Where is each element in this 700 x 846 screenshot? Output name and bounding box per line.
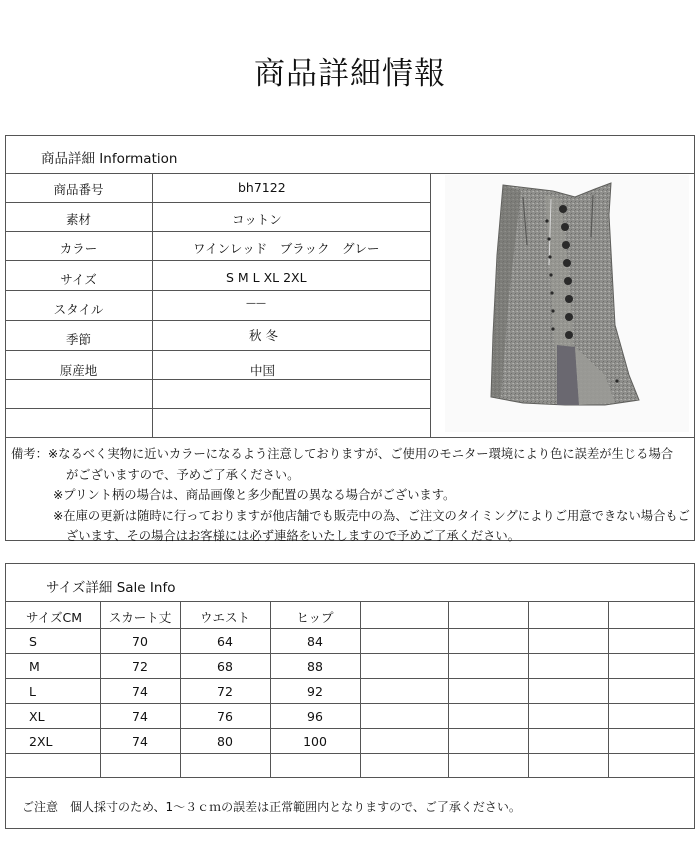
size-cell: 96: [307, 709, 323, 724]
info-value: 中国: [250, 363, 276, 378]
col-hip: ヒップ: [296, 610, 334, 625]
size-cell: 100: [303, 734, 327, 749]
size-note: ご注意 個人採寸のため、1～３ｃｍの誤差は正常範囲内となりますので、ご了承ください。: [22, 800, 521, 814]
size-cell: L: [29, 684, 36, 699]
size-cell: 74: [132, 734, 148, 749]
info-value: bh7122: [238, 180, 286, 195]
info-label: 素材: [65, 212, 91, 227]
size-cell: S: [29, 634, 37, 649]
info-label: 原産地: [59, 363, 98, 378]
size-cell: 76: [217, 709, 233, 724]
page-title: 商品詳細情報: [254, 56, 446, 92]
size-cell: 84: [307, 634, 323, 649]
size-cell: 88: [307, 659, 323, 674]
col-waist: ウエスト: [199, 610, 250, 625]
size-cell: M: [29, 659, 40, 674]
size-heading: サイズ詳細 Sale Info: [46, 580, 176, 596]
info-value: ワインレッド ブラック グレー: [193, 241, 380, 256]
col-length: スカート丈: [108, 610, 172, 625]
info-label: 商品番号: [53, 182, 104, 197]
info-value: コットン: [232, 212, 282, 227]
size-cell: 74: [132, 684, 148, 699]
note-line: ※在庫の更新は随時に行っておりますが他店舗でも販売中の為、ご注文のタイミングによりご用意できない場合もご: [53, 508, 690, 523]
size-cell: 80: [217, 734, 233, 749]
info-label: スタイル: [53, 302, 104, 317]
info-label: 季節: [65, 332, 91, 347]
size-cell: XL: [29, 709, 45, 724]
size-cell: 74: [132, 709, 148, 724]
info-heading-bar: [6, 136, 694, 174]
note-line: 備考：※なるべく実物に近いカラーになるよう注意しておりますが、ご使用のモニター環境により色に誤差が生じる場合: [11, 447, 674, 461]
info-value: ——: [246, 298, 266, 309]
size-cell: 64: [217, 634, 233, 649]
size-cell: 72: [217, 684, 233, 699]
size-cell: 72: [132, 659, 148, 674]
note-line: ※プリント柄の場合は、商品画像と多少配置の異なる場合がございます。: [53, 488, 456, 502]
info-label: カラー: [59, 241, 98, 256]
size-heading-bar: [6, 564, 694, 602]
product-image: [445, 175, 689, 432]
info-heading: 商品詳細 Information: [41, 151, 178, 167]
note-line: ざいます、その場合はお客様には必ず連絡をいたしますので予めご了承ください。: [66, 529, 521, 543]
notes: [11, 444, 690, 547]
note-line: がございますので、予めご了承ください。: [66, 467, 300, 482]
info-label: サイズ: [60, 272, 97, 287]
size-cell: 92: [307, 684, 323, 699]
size-cell: 70: [132, 634, 148, 649]
info-value: S M L XL 2XL: [226, 270, 307, 285]
info-value: 秋 冬: [249, 328, 278, 343]
size-cell: 2XL: [29, 734, 53, 749]
col-size: サイズCM: [26, 610, 83, 625]
size-cell: 68: [217, 659, 233, 674]
